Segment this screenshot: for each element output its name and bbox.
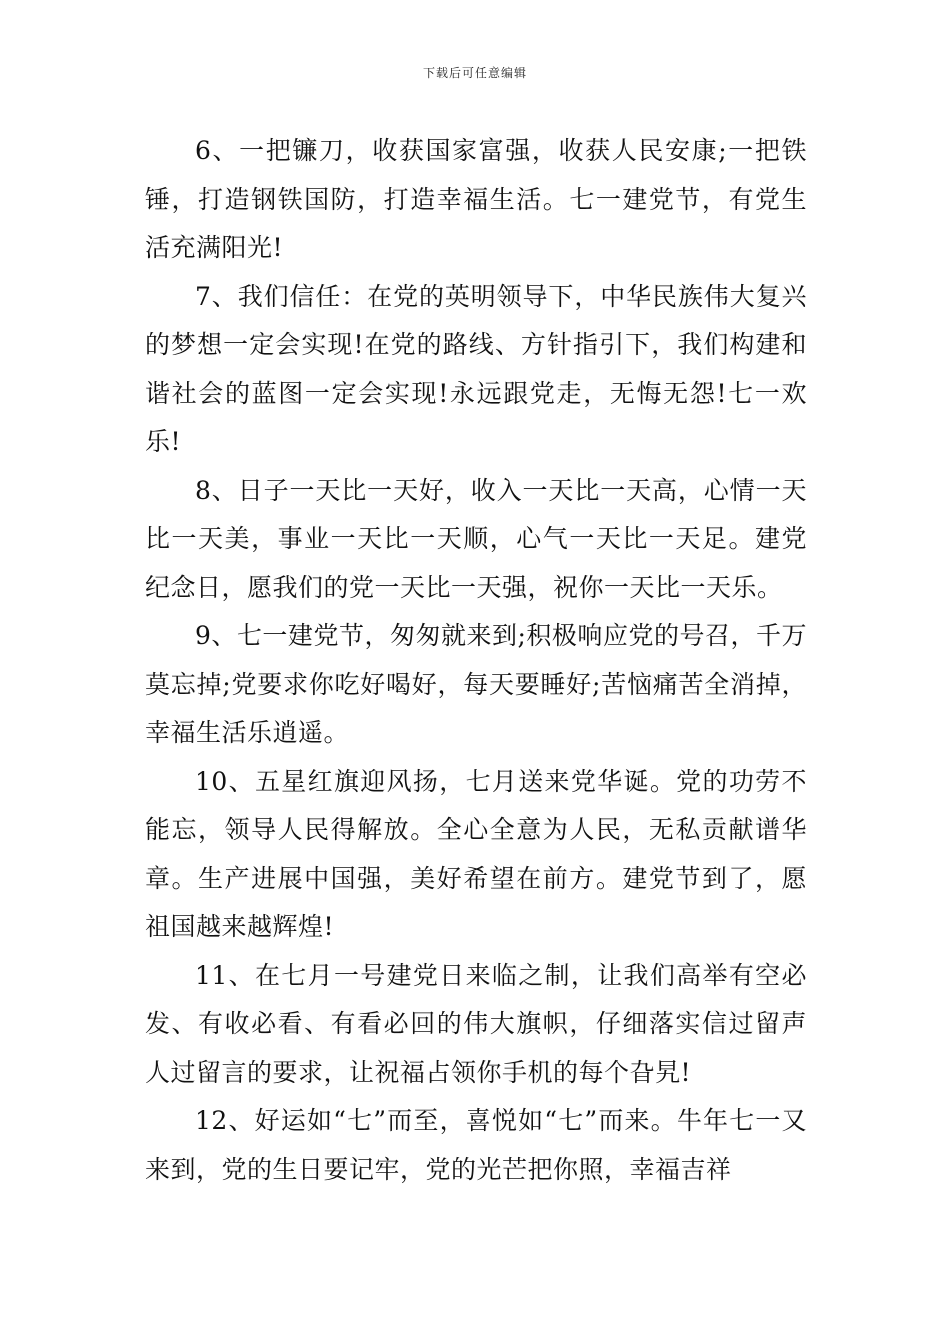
paragraph-9: 9、七一建党节，匆匆就来到;积极响应党的号召，千万莫忘掉;党要求你吃好喝好，每天要睡好;苦恼痛苦全消掉，幸福生活乐逍遥。 xyxy=(145,621,807,747)
paragraph-11: 11、在七月一号建党日来临之制，让我们高举有空必发、有收必看、有看必回的伟大旗帜，仔细落实信过留声人过留言的要求，让祝福占领你手机的每个旮旯! xyxy=(145,960,807,1087)
paragraph-12: 12、好运如“七”而至，喜悦如“七”而来。牛年七一又来到，党的生日要记牢，党的光芒把你照，幸福吉祥 xyxy=(145,1106,807,1184)
paragraph-6: 6、一把镰刀，收获国家富强，收获人民安康;一把铁锤，打造钢铁国防，打造幸福生活。七一建党节，有党生活充满阳光! xyxy=(145,136,807,262)
paragraph-8: 8、日子一天比一天好，收入一天比一天高，心情一天比一天美，事业一天比一天顺，心气一天比一天足。建党纪念日，愿我们的党一天比一天强，祝你一天比一天乐。 xyxy=(145,475,807,602)
paragraph-10: 10、五星红旗迎风扬，七月送来党华诞。党的功劳不能忘，领导人民得解放。全心全意为人民，无私贡献谱华章。生产进展中国强，美好希望在前方。建党节到了，愿祖国越来越辉煌! xyxy=(145,766,807,941)
paragraph-7: 7、我们信任：在党的英明领导下，中华民族伟大复兴的梦想一定会实现!在党的路线、方针指引下，我们构建和谐社会的蓝图一定会实现!永远跟党走，无悔无怨!七一欢乐! xyxy=(145,281,807,456)
document-body xyxy=(145,127,807,1194)
page-header: 下载后可任意编辑 xyxy=(422,66,527,80)
